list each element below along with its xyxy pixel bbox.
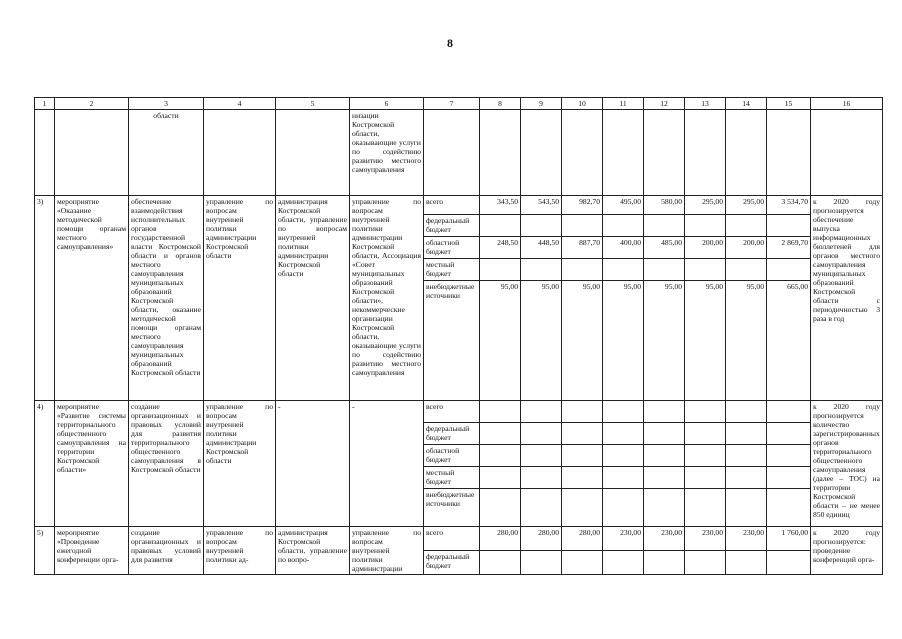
expected-result: к 2020 году прогнозируется: проведение конференций орга- [811, 527, 883, 575]
funding-value [480, 401, 521, 423]
funding-value [562, 489, 603, 527]
funding-source-label: местный бюджет [424, 467, 480, 489]
measure-objective: создание организационных и правовых условий для развития территориального общественного самоуправления в Костромской области [129, 401, 204, 527]
funding-value: 448,50 [521, 237, 562, 259]
funding-value [480, 259, 521, 281]
row-number: 5) [35, 527, 55, 575]
measure-objective: обеспечение взаимодействия исполнительных органов государственной власти Костромской области и органов местного самоуправления муниципальных образований Костромской области, оказание методической помощи органам местного самоуправления муниципальных образований Костромской области [129, 196, 204, 401]
funding-value [603, 551, 644, 575]
funding-value [562, 551, 603, 575]
funding-value [521, 489, 562, 527]
cell [726, 110, 767, 196]
funding-value [644, 215, 685, 237]
col-header: 11 [603, 98, 644, 110]
funding-value [480, 551, 521, 575]
funding-source-label: федеральный бюджет [424, 423, 480, 445]
funding-value [521, 401, 562, 423]
funding-value [603, 489, 644, 527]
measure-objective: создание организационных и правовых условий для развития [129, 527, 204, 575]
participants: управление по вопросам внутренней политики администрации [350, 527, 424, 575]
col-header: 12 [644, 98, 685, 110]
funding-source-label: внебюджетные источники [424, 489, 480, 527]
funding-value [603, 401, 644, 423]
cell [424, 110, 480, 196]
source-row [35, 527, 883, 551]
funding-value [726, 489, 767, 527]
funding-value: 280,00 [480, 527, 521, 551]
source-row [35, 196, 883, 215]
funding-value [480, 489, 521, 527]
col-header: 4 [204, 98, 276, 110]
funding-value [562, 401, 603, 423]
funding-value [562, 423, 603, 445]
funding-value [685, 259, 726, 281]
responsible-executor: управление по вопросам внутренней политики администрации Костромской области [204, 196, 276, 401]
funding-value: 95,00 [480, 281, 521, 401]
funding-value [521, 551, 562, 575]
responsible-executor: управление по вопросам внутренней политики ад- [204, 527, 276, 575]
col-header: 5 [276, 98, 350, 110]
funding-value [521, 215, 562, 237]
funding-source-label: всего [424, 401, 480, 423]
funding-value [480, 423, 521, 445]
funding-source-label: местный бюджет [424, 259, 480, 281]
funding-value [644, 445, 685, 467]
co-executors: администрация Костромской области, управление по вопро- [276, 527, 350, 575]
funding-value [685, 467, 726, 489]
expected-result: к 2020 году прогнозируется обеспечение выпуска информационных бюллетеней для органов местного самоуправления муниципальных образований Костромской области с периодичностью 3 раза в год [811, 196, 883, 401]
cell [276, 110, 350, 196]
cell [811, 110, 883, 196]
funding-value [685, 401, 726, 423]
funding-value: 400,00 [603, 237, 644, 259]
funding-value: 230,00 [685, 527, 726, 551]
funding-value: 485,00 [644, 237, 685, 259]
funding-value: 343,50 [480, 196, 521, 215]
funding-value [603, 259, 644, 281]
funding-value [644, 489, 685, 527]
funding-value [562, 467, 603, 489]
funding-value [726, 215, 767, 237]
cell-participants: низации Костромской области, оказывающие услуги по содействию развитию местного самоуправления [350, 110, 424, 196]
funding-value: 887,70 [562, 237, 603, 259]
funding-value [726, 259, 767, 281]
funding-value [767, 467, 811, 489]
funding-value [726, 423, 767, 445]
funding-value [644, 401, 685, 423]
funding-value [726, 551, 767, 575]
expected-result: к 2020 году прогнозируется количество зарегистрированных органов территориального общественного самоуправления (далее – ТОС) на территории Костромской области – не менее 850 единиц [811, 401, 883, 527]
funding-value [603, 467, 644, 489]
col-header: 6 [350, 98, 424, 110]
col-header: 7 [424, 98, 480, 110]
measure-name: мероприятие «Проведение ежегодной конференции орга- [55, 527, 129, 575]
cell [562, 110, 603, 196]
funding-value [603, 215, 644, 237]
responsible-executor: управление по вопросам внутренней политики администрации Костромской области [204, 401, 276, 527]
funding-value [726, 445, 767, 467]
funding-value: 95,00 [685, 281, 726, 401]
col-header: 16 [811, 98, 883, 110]
funding-value [767, 215, 811, 237]
funding-value: 295,00 [726, 196, 767, 215]
cell-objective: области [129, 110, 204, 196]
participants: - [350, 401, 424, 527]
funding-value [480, 445, 521, 467]
funding-value [562, 259, 603, 281]
col-header: 2 [55, 98, 129, 110]
funding-value: 665,00 [767, 281, 811, 401]
funding-value [562, 445, 603, 467]
funding-source-label: федеральный бюджет [424, 551, 480, 575]
measure-name: мероприятие «Оказание методической помощи органам местного самоуправления» [55, 196, 129, 401]
col-header: 10 [562, 98, 603, 110]
funding-value [767, 401, 811, 423]
funding-value: 200,00 [685, 237, 726, 259]
column-header-row [35, 98, 883, 110]
program-table [34, 97, 883, 575]
cell [644, 110, 685, 196]
funding-value [644, 467, 685, 489]
funding-value: 200,00 [726, 237, 767, 259]
funding-value [644, 259, 685, 281]
cell [55, 110, 129, 196]
col-header: 1 [35, 98, 55, 110]
funding-value: 982,70 [562, 196, 603, 215]
participants: управление по вопросам внутренней политики администрации Костромской области, Ассоциация «Совет муниципальных образований Костромской области», некоммерческие организации Костромской области, оказывающие услуги по содействию развитию местного самоуправления [350, 196, 424, 401]
col-header: 14 [726, 98, 767, 110]
funding-value: 295,00 [685, 196, 726, 215]
funding-value: 95,00 [562, 281, 603, 401]
funding-value: 230,00 [603, 527, 644, 551]
funding-value: 95,00 [603, 281, 644, 401]
funding-value [480, 467, 521, 489]
funding-value [644, 423, 685, 445]
funding-value [767, 423, 811, 445]
funding-source-label: областной бюджет [424, 445, 480, 467]
continuation-row [35, 110, 883, 196]
funding-value [521, 423, 562, 445]
funding-source-label: внебюджетные источники [424, 281, 480, 401]
funding-value: 248,50 [480, 237, 521, 259]
funding-value: 543,50 [521, 196, 562, 215]
funding-source-label: всего [424, 196, 480, 215]
funding-value [603, 445, 644, 467]
funding-source-label: областной бюджет [424, 237, 480, 259]
funding-value [521, 445, 562, 467]
row-number: 4) [35, 401, 55, 527]
funding-value: 280,00 [521, 527, 562, 551]
funding-value [562, 215, 603, 237]
funding-value: 3 534,70 [767, 196, 811, 215]
col-header: 9 [521, 98, 562, 110]
funding-value: 95,00 [644, 281, 685, 401]
funding-value [685, 423, 726, 445]
funding-value: 95,00 [726, 281, 767, 401]
funding-value [603, 423, 644, 445]
col-header: 3 [129, 98, 204, 110]
funding-value [644, 551, 685, 575]
measure-name: мероприятие «Развитие системы территориального общественного самоуправления на территории Костромской области» [55, 401, 129, 527]
funding-value [767, 551, 811, 575]
funding-value [726, 401, 767, 423]
funding-value: 280,00 [562, 527, 603, 551]
funding-value [521, 467, 562, 489]
funding-value: 1 760,00 [767, 527, 811, 551]
cell [204, 110, 276, 196]
cell [35, 110, 55, 196]
funding-value [685, 215, 726, 237]
funding-value [726, 467, 767, 489]
cell [685, 110, 726, 196]
funding-source-label: федеральный бюджет [424, 215, 480, 237]
co-executors: - [276, 401, 350, 527]
funding-value: 580,00 [644, 196, 685, 215]
funding-value [521, 259, 562, 281]
source-row [35, 401, 883, 423]
funding-value: 230,00 [644, 527, 685, 551]
funding-value [685, 551, 726, 575]
cell [767, 110, 811, 196]
funding-value [480, 215, 521, 237]
funding-value [767, 259, 811, 281]
funding-value: 495,00 [603, 196, 644, 215]
col-header: 8 [480, 98, 521, 110]
page-number: 8 [447, 36, 453, 50]
row-number: 3) [35, 196, 55, 401]
col-header: 15 [767, 98, 811, 110]
col-header: 13 [685, 98, 726, 110]
funding-value [767, 445, 811, 467]
funding-value [767, 489, 811, 527]
funding-value: 230,00 [726, 527, 767, 551]
funding-value [685, 445, 726, 467]
cell [603, 110, 644, 196]
funding-value [685, 489, 726, 527]
cell [480, 110, 521, 196]
funding-source-label: всего [424, 527, 480, 551]
cell [521, 110, 562, 196]
funding-value: 2 869,70 [767, 237, 811, 259]
co-executors: администрация Костромской области, управление по вопросам внутренней политики администрации Костромской области [276, 196, 350, 401]
funding-value: 95,00 [521, 281, 562, 401]
